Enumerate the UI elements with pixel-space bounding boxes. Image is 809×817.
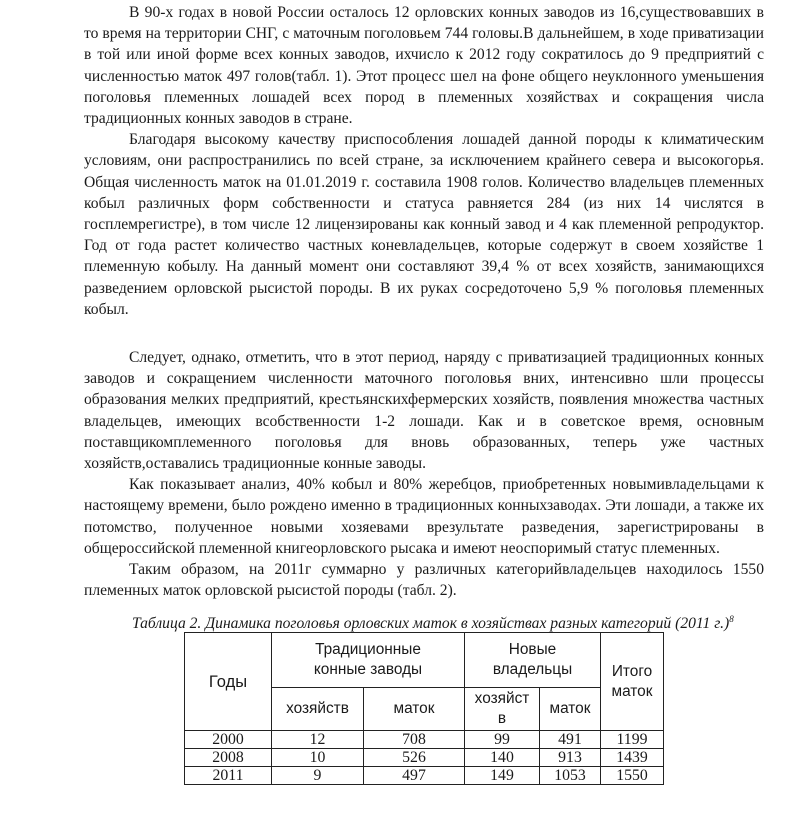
cell-trad-mares: 497: [364, 767, 465, 785]
paragraph-conclusion: Таким образом, на 2011г суммарно у различных категорийвладельцев находилось 1550 племенных маток орловской рысистой породы (табл. 2).: [84, 561, 764, 600]
cell-total: 1550: [601, 767, 664, 785]
cell-year: 2011: [185, 767, 272, 785]
cell-total: 1439: [601, 749, 664, 767]
footnote-marker: 8: [729, 614, 734, 624]
table-row: [185, 767, 664, 785]
table-caption-text: Таблица 2. Динамика поголовья орловских маток в хозяйствах разных категорий (2011 г.): [132, 615, 730, 632]
header-traditional-farms: Традиционные конные заводы: [272, 633, 465, 688]
cell-trad-farms: 9: [272, 767, 364, 785]
paragraph-adaptation: Благодаря высокому качеству приспособления лошадей данной породы к климатическим условиям, они распространились по всей стране, за исключением крайнего севера и высокогорья. Общая численность маток на 01.01.2019 г. составила 1908 голов. Количество владельцев племенных кобыл различных форм собственности и статуса равняется 284 (из них 14 числятся в госплемрегистре), в том числе 12 лицензированы как конный завод и 4 как племенной репродуктор. Год от года растет количество частных коневладельцев, которые содержут в своем хозяйстве 1 племенную кобылу. На данный момент они составляют 39,4 % от всех хозяйств, занимающихся разведением орловской рысистой породы. В их руках сосредоточено 5,9 % поголовья племенных кобыл.: [84, 131, 764, 318]
cell-year: 2000: [185, 731, 272, 749]
subheader-farms-new: хозяйст в: [465, 688, 540, 731]
subheader-mares: маток: [364, 688, 465, 731]
paragraph-privatization: В 90-х годах в новой России осталось 12 орловских конных заводов из 16,существовавших в то время на территории СНГ, с маточным поголовьем 744 головы.В дальнейшем, в ходе приватизации в той или иной форме всех конных заводов, ихчисло к 2012 году сократилось до 9 предприятий с численностью маток 497 голов(табл. 1). Этот процесс шел на фоне общего неуклонного уменьшения поголовья племенных лошадей всех пород в племенных хозяйствах и сокращения числа традиционных конных заводов в стране.: [84, 4, 764, 128]
paragraph-new-enterprises: Следует, однако, отметить, что в этот период, наряду с приватизацией традиционных конных заводов и сокращением численности маточного поголовья вних, интенсивно шли процессы образования мелких предприятий, крестьянскихфермерских хозяйств, появления множества частных владельцев, имеющих всобственности 1-2 лошади. Как и в советское время, основным поставщикомплеменного поголовья для вновь образованных, теперь уже частных хозяйств,оставались традиционные конные заводы.: [84, 349, 764, 473]
cell-new-mares: 491: [540, 731, 601, 749]
table-row: [185, 749, 664, 767]
table-row: [185, 731, 664, 749]
cell-new-mares: 913: [540, 749, 601, 767]
subheader-mares-new: маток: [540, 688, 601, 731]
cell-total: 1199: [601, 731, 664, 749]
cell-year: 2008: [185, 749, 272, 767]
subheader-farms: хозяйств: [272, 688, 364, 731]
cell-trad-mares: 526: [364, 749, 465, 767]
cell-new-mares: 1053: [540, 767, 601, 785]
header-total-mares: Итого маток: [601, 633, 664, 731]
mares-dynamics-table: [184, 632, 664, 785]
cell-new-farms: 99: [465, 731, 540, 749]
cell-new-farms: 149: [465, 767, 540, 785]
table-caption: [132, 609, 772, 634]
paragraph-analysis: Как показывает анализ, 40% кобыл и 80% жеребцов, приобретенных новымивладельцами к настоящему времени, было рождено именно в традиционных конныхзаводах. Эти лошади, а также их потомство, полученное новыми хозяевами врезультате разведения, зарегистрированы в общероссийской племенной книгеорловского рысака и имеют неоспоримый статус племенных.: [84, 476, 764, 557]
text-block-bottom: [84, 347, 764, 601]
header-new-owners: Новые владельцы: [465, 633, 601, 688]
cell-new-farms: 140: [465, 749, 540, 767]
cell-trad-farms: 12: [272, 731, 364, 749]
text-block-top: [84, 2, 764, 320]
cell-trad-farms: 10: [272, 749, 364, 767]
header-years: Годы: [185, 633, 272, 731]
table-header-row: [185, 633, 664, 688]
cell-trad-mares: 708: [364, 731, 465, 749]
